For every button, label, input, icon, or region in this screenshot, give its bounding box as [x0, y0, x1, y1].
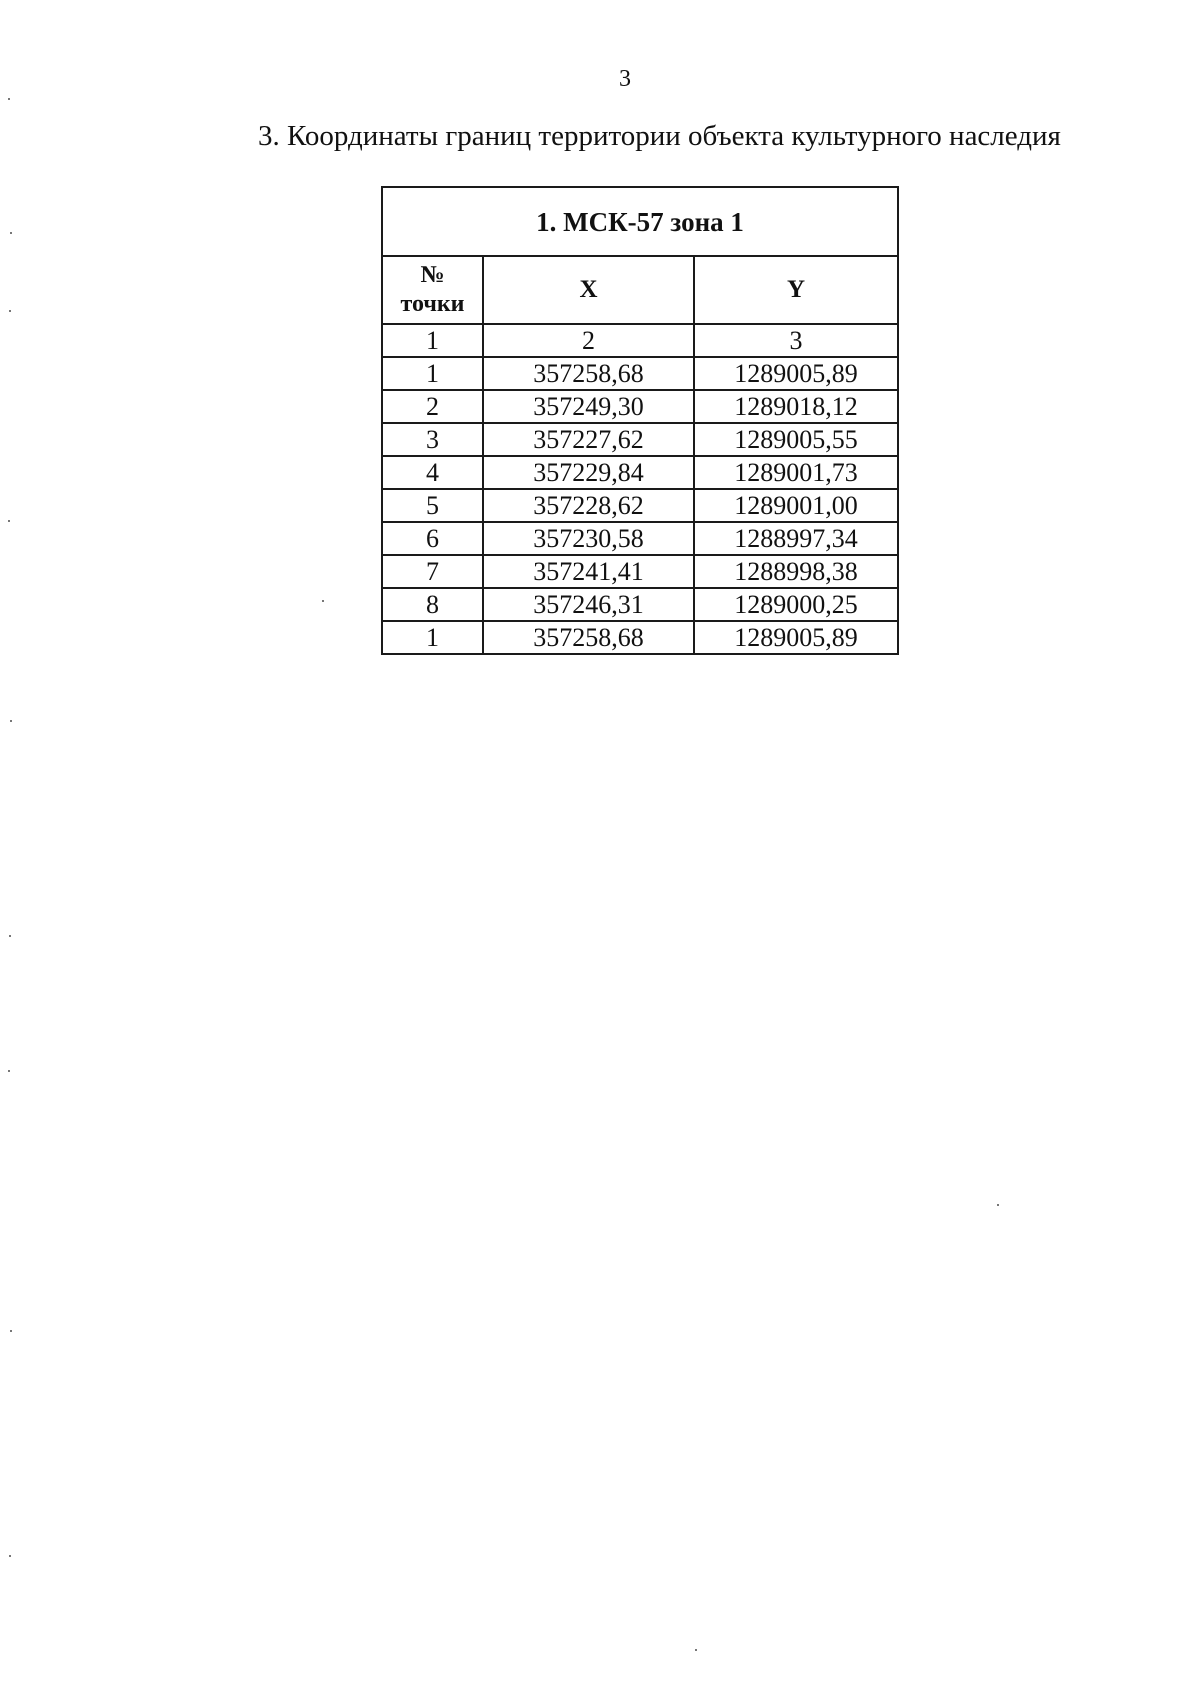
scan-speck — [9, 935, 11, 937]
y-value-cell: 1289001,00 — [694, 489, 898, 522]
table-caption: 1. МСК-57 зона 1 — [382, 187, 898, 256]
scan-speck — [10, 1330, 12, 1332]
table-row — [382, 621, 898, 654]
y-value-cell: 1289005,89 — [694, 357, 898, 390]
column-index-cell: 3 — [694, 324, 898, 357]
table-caption-row — [382, 187, 898, 256]
scan-speck — [322, 600, 324, 602]
scan-speck — [8, 1070, 10, 1072]
x-value-cell: 357246,31 — [483, 588, 694, 621]
y-column-header: Y — [694, 256, 898, 324]
x-value-cell: 357230,58 — [483, 522, 694, 555]
table-header-row — [382, 256, 898, 324]
point-number-cell: 4 — [382, 456, 483, 489]
table-row — [382, 522, 898, 555]
column-index-row — [382, 324, 898, 357]
point-number-cell: 8 — [382, 588, 483, 621]
scan-speck — [9, 310, 11, 312]
point-number-cell: 2 — [382, 390, 483, 423]
y-value-cell: 1289005,55 — [694, 423, 898, 456]
x-value-cell: 357249,30 — [483, 390, 694, 423]
scan-speck — [9, 1555, 11, 1557]
coordinates-table — [381, 186, 899, 655]
point-number-cell: 6 — [382, 522, 483, 555]
y-value-cell: 1289000,25 — [694, 588, 898, 621]
section-heading: 3. Координаты границ территории объекта культурного наследия — [258, 120, 1061, 152]
point-number-cell: 7 — [382, 555, 483, 588]
y-value-cell: 1289001,73 — [694, 456, 898, 489]
page-number: 3 — [619, 66, 631, 92]
table-row — [382, 555, 898, 588]
scan-speck — [997, 1204, 999, 1206]
table-row — [382, 489, 898, 522]
point-number-cell: 5 — [382, 489, 483, 522]
scan-speck — [10, 720, 12, 722]
point-number-cell: 3 — [382, 423, 483, 456]
y-value-cell: 1288998,38 — [694, 555, 898, 588]
column-index-cell: 1 — [382, 324, 483, 357]
x-value-cell: 357258,68 — [483, 357, 694, 390]
scan-speck — [695, 1649, 697, 1651]
point-number-header — [382, 256, 483, 324]
x-value-cell: 357227,62 — [483, 423, 694, 456]
x-value-cell: 357229,84 — [483, 456, 694, 489]
scan-speck — [8, 520, 10, 522]
y-value-cell: 1289018,12 — [694, 390, 898, 423]
y-value-cell: 1289005,89 — [694, 621, 898, 654]
point-number-header-word: точки — [400, 291, 465, 317]
x-value-cell: 357241,41 — [483, 555, 694, 588]
table-row — [382, 588, 898, 621]
x-column-header: X — [483, 256, 694, 324]
point-number-cell: 1 — [382, 357, 483, 390]
table-row — [382, 390, 898, 423]
point-number-cell: 1 — [382, 621, 483, 654]
x-value-cell: 357228,62 — [483, 489, 694, 522]
x-value-cell: 357258,68 — [483, 621, 694, 654]
y-value-cell: 1288997,34 — [694, 522, 898, 555]
column-index-cell: 2 — [483, 324, 694, 357]
table-row — [382, 357, 898, 390]
scan-speck — [8, 98, 10, 100]
scan-speck — [10, 232, 12, 234]
table-row — [382, 456, 898, 489]
point-number-header-symbol: № — [420, 262, 445, 288]
table-row — [382, 423, 898, 456]
